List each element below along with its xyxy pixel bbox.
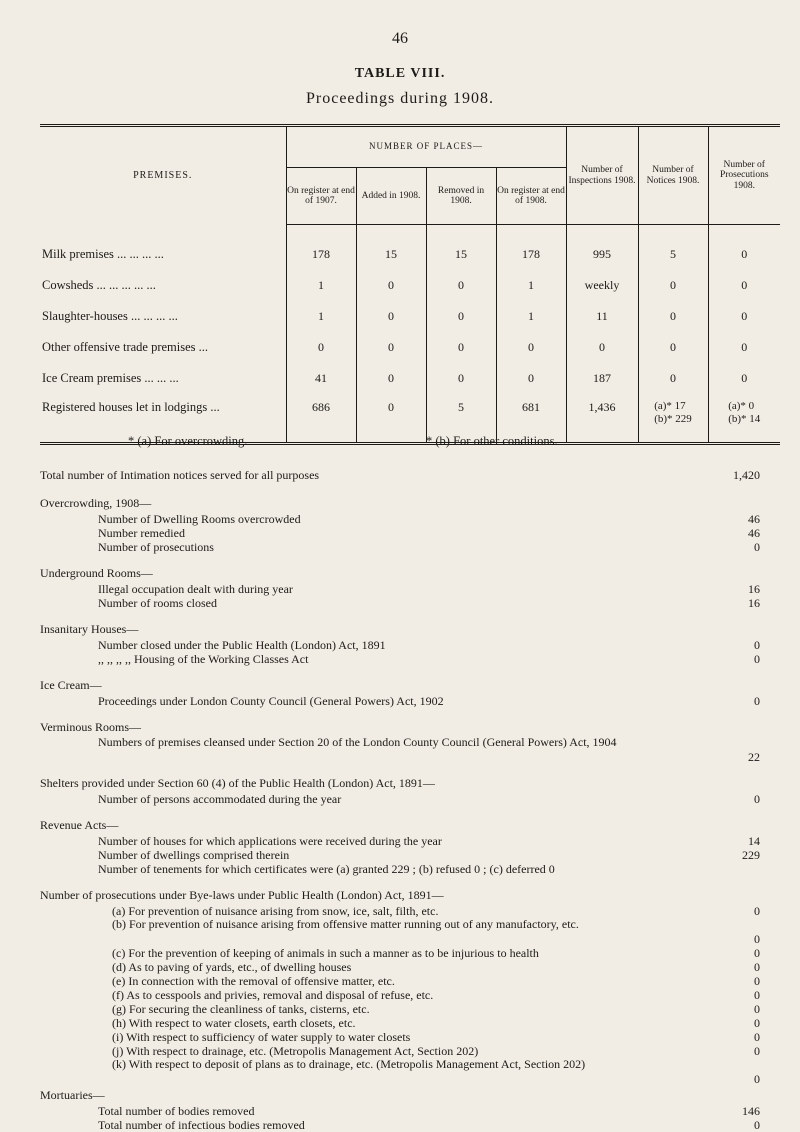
end-cell: 0 xyxy=(496,332,566,363)
line-bl-f xyxy=(40,988,780,1002)
end-cell: 178 xyxy=(496,225,566,271)
removed-cell: 15 xyxy=(426,225,496,271)
line-value: 0 xyxy=(754,932,760,946)
start-cell: 1 xyxy=(286,301,356,332)
heading-text: Mortuaries— xyxy=(40,1088,105,1102)
line-text: Total number of Intimation notices served for all purposes xyxy=(40,468,320,482)
line-value: 1,420 xyxy=(733,468,760,482)
notices-b: (b)* 229 xyxy=(654,413,692,425)
notices-cell: 5 xyxy=(638,225,708,271)
inspections-cell: weekly xyxy=(566,270,638,301)
line-value: 0 xyxy=(754,1002,760,1016)
line-text: (d) As to paving of yards, etc., of dwelling houses xyxy=(112,960,352,974)
line-value: 0 xyxy=(754,974,760,988)
line-value: 46 xyxy=(748,512,760,526)
prosecutions-cell: 0 xyxy=(741,247,748,261)
line-value: 0 xyxy=(754,792,760,806)
header-prosecutions: Number of Prosecutions 1908. xyxy=(708,126,780,225)
summary-section xyxy=(40,466,780,1132)
notices-cell xyxy=(638,394,708,444)
heading-verminous xyxy=(40,718,780,736)
line-value: 0 xyxy=(754,694,760,708)
notices-cell: 0 xyxy=(638,363,708,394)
inspections-cell: 0 xyxy=(566,332,638,363)
line-text: Number of dwellings comprised therein xyxy=(98,848,290,862)
notices-a: (a)* 17 xyxy=(654,400,686,412)
line-text: Total number of infectious bodies removed xyxy=(98,1118,305,1132)
end-cell: 1 xyxy=(496,270,566,301)
line-text: (k) With respect to deposit of plans as to drainage, etc. (Metropolis Management Act, Section 202) xyxy=(112,1057,586,1071)
end-cell: 0 xyxy=(496,363,566,394)
line-value: 229 xyxy=(742,848,760,862)
footnote-b: * (b) For other conditions. xyxy=(426,434,558,448)
line-value: 0 xyxy=(754,988,760,1002)
premises-cell: Slaughter-houses ... ... ... ... xyxy=(40,301,286,332)
added-cell: 0 xyxy=(356,394,426,444)
notices-cell: 0 xyxy=(638,301,708,332)
removed-cell: 0 xyxy=(426,301,496,332)
heading-text: Shelters provided under Section 60 (4) of the Public Health (London) Act, 1891— xyxy=(40,776,435,790)
line-text: Number closed under the Public Health (London) Act, 1891 xyxy=(98,638,386,652)
line-sh-persons xyxy=(40,792,780,806)
line-ins-housing xyxy=(40,652,780,666)
header-on-register-start: On register at end of 1907. xyxy=(286,168,356,225)
proceedings-table xyxy=(40,124,780,445)
table-row xyxy=(40,301,780,332)
header-notices: Number of Notices 1908. xyxy=(638,126,708,225)
table-row xyxy=(40,270,780,301)
line-text: Proceedings under London County Council (General Powers) Act, 1902 xyxy=(98,694,444,708)
heading-icecream xyxy=(40,676,780,694)
table-row xyxy=(40,225,780,271)
line-value: 0 xyxy=(754,652,760,666)
line-rv-tenements xyxy=(40,862,780,876)
notices-brace xyxy=(654,400,692,426)
heading-text: Revenue Acts— xyxy=(40,818,119,832)
prosecutions-cell: 0 xyxy=(741,278,748,292)
premises-cell: Registered houses let in lodgings ... xyxy=(40,394,286,444)
line-oc-remedied xyxy=(40,526,780,540)
table-row xyxy=(40,363,780,394)
line-intimation xyxy=(40,466,780,484)
removed-cell: 0 xyxy=(426,363,496,394)
header-on-register-end: On register at end of 1908. xyxy=(496,168,566,225)
premises-cell: Cowsheds ... ... ... ... ... xyxy=(40,270,286,301)
line-value: 0 xyxy=(754,1072,760,1086)
line-value: 0 xyxy=(754,1044,760,1058)
line-value: 0 xyxy=(754,638,760,652)
line-value: 0 xyxy=(754,946,760,960)
line-value: 14 xyxy=(748,834,760,848)
line-text: Number of Dwelling Rooms overcrowded xyxy=(98,512,301,526)
line-text: Total number of bodies removed xyxy=(98,1104,255,1118)
line-bl-d xyxy=(40,960,780,974)
line-bl-c xyxy=(40,946,780,960)
line-value: 146 xyxy=(742,1104,760,1118)
line-value: 0 xyxy=(754,960,760,974)
prosecutions-brace xyxy=(728,400,760,426)
inspections-cell: 1,436 xyxy=(566,394,638,444)
heading-mortuaries xyxy=(40,1086,780,1104)
heading-revenue xyxy=(40,816,780,834)
heading-shelters xyxy=(40,774,780,792)
notices-cell: 0 xyxy=(638,270,708,301)
header-premises: PREMISES. xyxy=(40,126,286,225)
line-text: (c) For the prevention of keeping of animals in such a manner as to be injurious to health xyxy=(112,946,539,960)
line-text: (j) With respect to drainage, etc. (Metropolis Management Act, Section 202) xyxy=(112,1044,479,1058)
prosecutions-cell: 0 xyxy=(741,340,748,354)
line-text: Number of tenements for which certificates were (a) granted 229 ; (b) refused 0 ; (c) deferred 0 xyxy=(98,862,555,876)
table-title: TABLE VIII. xyxy=(354,66,446,81)
premises-cell: Ice Cream premises ... ... ... xyxy=(40,363,286,394)
line-text: (a) For prevention of nuisance arising from snow, ice, salt, filth, etc. xyxy=(112,904,439,918)
heading-text: Insanitary Houses— xyxy=(40,622,139,636)
premises-cell: Other offensive trade premises ... xyxy=(40,332,286,363)
line-value: 0 xyxy=(754,1118,760,1132)
line-value: 46 xyxy=(748,526,760,540)
prosecutions-cell: 0 xyxy=(741,371,748,385)
line-bl-b xyxy=(40,918,780,946)
line-ug-illegal xyxy=(40,582,780,596)
table-subtitle: Proceedings during 1908. xyxy=(306,90,494,107)
start-cell: 686 xyxy=(286,394,356,444)
notices-cell: 0 xyxy=(638,332,708,363)
line-rv-dwellings xyxy=(40,848,780,862)
header-removed: Removed in 1908. xyxy=(426,168,496,225)
line-mo-bodies xyxy=(40,1104,780,1118)
added-cell: 0 xyxy=(356,301,426,332)
heading-byelaws xyxy=(40,886,780,904)
start-cell: 178 xyxy=(286,225,356,271)
premises-cell: Milk premises ... ... ... ... xyxy=(40,225,286,271)
heading-text: Verminous Rooms— xyxy=(40,720,142,734)
line-value: 16 xyxy=(748,596,760,610)
inspections-cell: 995 xyxy=(566,225,638,271)
header-added: Added in 1908. xyxy=(356,168,426,225)
end-cell: 681 xyxy=(496,394,566,444)
removed-cell: 5 xyxy=(426,394,496,444)
line-text: (e) In connection with the removal of offensive matter, etc. xyxy=(112,974,395,988)
line-text: Illegal occupation dealt with during year xyxy=(98,582,293,596)
heading-overcrowding xyxy=(40,494,780,512)
line-text: Number of prosecutions xyxy=(98,540,214,554)
line-bl-g xyxy=(40,1002,780,1016)
added-cell: 15 xyxy=(356,225,426,271)
table-row xyxy=(40,332,780,363)
footnote-a: * (a) For overcrowding. xyxy=(128,434,248,448)
heading-text: Underground Rooms— xyxy=(40,566,153,580)
removed-cell: 0 xyxy=(426,332,496,363)
heading-text: Ice Cream— xyxy=(40,678,102,692)
start-cell: 0 xyxy=(286,332,356,363)
line-oc-prosecutions xyxy=(40,540,780,554)
header-number-of-places: NUMBER OF PLACES— xyxy=(286,126,566,168)
prosecutions-cell xyxy=(708,394,780,444)
line-ins-1891 xyxy=(40,638,780,652)
line-value: 0 xyxy=(754,540,760,554)
line-text: Numbers of premises cleansed under Section 20 of the London County Council (General Powers) Act, 1904 xyxy=(98,735,617,749)
line-value: 0 xyxy=(754,904,760,918)
start-cell: 41 xyxy=(286,363,356,394)
heading-text: Number of prosecutions under Bye-laws under Public Health (London) Act, 1891— xyxy=(40,888,444,902)
end-cell: 1 xyxy=(496,301,566,332)
added-cell: 0 xyxy=(356,363,426,394)
line-text: Number of rooms closed xyxy=(98,596,217,610)
line-text: Number of persons accommodated during the year xyxy=(98,792,342,806)
line-bl-a xyxy=(40,904,780,918)
line-bl-h xyxy=(40,1016,780,1030)
line-text: (h) With respect to water closets, earth closets, etc. xyxy=(112,1016,356,1030)
line-text: ,, ,, ,, ,, Housing of the Working Classes Act xyxy=(98,652,309,666)
heading-underground xyxy=(40,564,780,582)
line-value: 16 xyxy=(748,582,760,596)
line-text: (i) With respect to sufficiency of water supply to water closets xyxy=(112,1030,411,1044)
line-ug-closed xyxy=(40,596,780,610)
added-cell: 0 xyxy=(356,270,426,301)
line-bl-k xyxy=(40,1058,780,1086)
prosecutions-cell: 0 xyxy=(741,309,748,323)
prosecutions-a: (a)* 0 xyxy=(728,400,755,412)
line-text: Number remedied xyxy=(98,526,185,540)
added-cell: 0 xyxy=(356,332,426,363)
line-ic-proceedings xyxy=(40,694,780,708)
line-rv-houses xyxy=(40,834,780,848)
line-value: 0 xyxy=(754,1030,760,1044)
prosecutions-b: (b)* 14 xyxy=(728,413,761,425)
page-number: 46 xyxy=(392,30,408,47)
line-value: 22 xyxy=(748,750,760,764)
line-text: (f) As to cesspools and privies, removal and disposal of refuse, etc. xyxy=(112,988,434,1002)
header-inspections: Number of Inspections 1908. xyxy=(566,126,638,225)
line-bl-j xyxy=(40,1044,780,1058)
start-cell: 1 xyxy=(286,270,356,301)
line-text: (b) For prevention of nuisance arising from offensive matter running out of any manufactory, etc. xyxy=(112,917,579,931)
line-value: 0 xyxy=(754,1016,760,1030)
line-bl-e xyxy=(40,974,780,988)
removed-cell: 0 xyxy=(426,270,496,301)
line-text: (g) For securing the cleanliness of tanks, cisterns, etc. xyxy=(112,1002,370,1016)
line-vr-cleansed xyxy=(40,736,780,764)
heading-insanitary xyxy=(40,620,780,638)
line-bl-i xyxy=(40,1030,780,1044)
line-oc-rooms xyxy=(40,512,780,526)
line-text: Number of houses for which applications were received during the year xyxy=(98,834,442,848)
heading-text: Overcrowding, 1908— xyxy=(40,496,152,510)
inspections-cell: 11 xyxy=(566,301,638,332)
inspections-cell: 187 xyxy=(566,363,638,394)
